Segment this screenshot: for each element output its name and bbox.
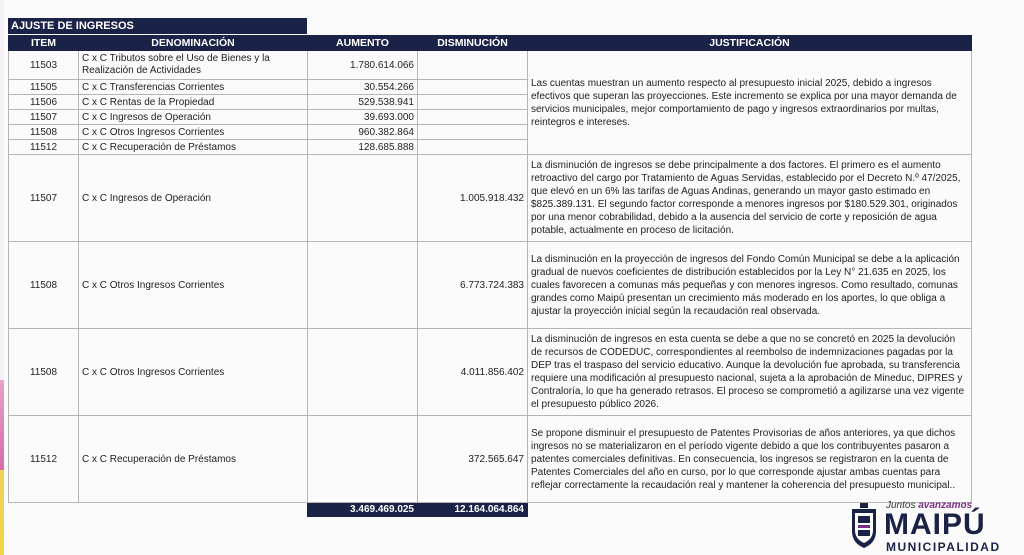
- disminucion-cell: 1.005.918.432: [418, 155, 528, 242]
- item-code: 11506: [9, 95, 79, 110]
- col-header-aumento: AUMENTO: [308, 36, 418, 51]
- item-code: 11512: [9, 416, 79, 503]
- aumento-cell: 960.382.864: [308, 125, 418, 140]
- table-row: [9, 242, 972, 329]
- denominacion-cell: C x C Rentas de la Propiedad: [79, 95, 308, 110]
- total-disminucion: 12.164.064.864: [418, 503, 528, 517]
- denominacion-cell: C x C Transferencias Corrientes: [79, 80, 308, 95]
- aumento-cell: [308, 329, 418, 416]
- denominacion-cell: C x C Recuperación de Préstamos: [79, 140, 308, 155]
- maipu-logo: [850, 499, 1020, 553]
- col-header-justificacion: JUSTIFICACIÓN: [528, 36, 972, 51]
- justification-cell: Las cuentas muestran un aumento respecto al presupuesto inicial 2025, debido a ingresos efectivos que superan las proyecciones. Este incremento se explica por una mayor demanda de servicios municipales, mejor comportamiento de pago y ingresos extraordinarios por multas, reintegros e intereses.: [528, 51, 972, 155]
- denominacion-cell: C x C Otros Ingresos Corrientes: [79, 329, 308, 416]
- disminucion-cell: [418, 125, 528, 140]
- aumento-cell: 128.685.888: [308, 140, 418, 155]
- table-row: [9, 329, 972, 416]
- item-code: 11505: [9, 80, 79, 95]
- income-adjustment-table: [8, 35, 972, 517]
- aumento-cell: 39.693.000: [308, 110, 418, 125]
- denominacion-cell: C x C Tributos sobre el Uso de Bienes y la Realización de Actividades: [79, 51, 308, 80]
- aumento-cell: 30.554.266: [308, 80, 418, 95]
- table-row: [9, 416, 972, 503]
- disminucion-cell: [418, 140, 528, 155]
- justification-cell: Se propone disminuir el presupuesto de Patentes Provisorias de años anteriores, ya que dichos ingresos no se materializaron en el período vigente debido a que los contribuyentes pasaron a patentes comerciales definitivas. En consecuencia, los ingresos se registraron en la cuenta de Patentes Comerciales del año en curso, por lo que corresponde ajustar ambas cuentas para reflejar correctamente la recaudación real y mantener la coherencia del presupuesto municipal..: [528, 416, 972, 503]
- disminucion-cell: 4.011.856.402: [418, 329, 528, 416]
- item-code: 11512: [9, 140, 79, 155]
- totals-row: [9, 503, 972, 517]
- col-header-item: ITEM: [9, 36, 79, 51]
- table-header-row: [9, 36, 972, 51]
- disminucion-cell: [418, 110, 528, 125]
- item-code: 11507: [9, 155, 79, 242]
- municipal-crest-icon: [850, 503, 878, 549]
- table-row: [9, 155, 972, 242]
- total-aumento: 3.469.469.025: [308, 503, 418, 517]
- disminucion-cell: [418, 80, 528, 95]
- disminucion-cell: [418, 51, 528, 80]
- disminucion-cell: [418, 95, 528, 110]
- aumento-cell: [308, 155, 418, 242]
- totals-blank: [9, 503, 79, 517]
- logo-subtitle: MUNICIPALIDAD: [886, 540, 1001, 554]
- item-code: 11508: [9, 242, 79, 329]
- denominacion-cell: C x C Ingresos de Operación: [79, 110, 308, 125]
- col-header-denominacion: DENOMINACIÓN: [79, 36, 308, 51]
- denominacion-cell: C x C Otros Ingresos Corrientes: [79, 125, 308, 140]
- aumento-cell: 1.780.614.066: [308, 51, 418, 80]
- disminucion-cell: 6.773.724.383: [418, 242, 528, 329]
- aumento-cell: [308, 242, 418, 329]
- justification-cell: La disminución de ingresos en esta cuenta se debe a que no se concretó en 2025 la devolución de recursos de CODEDUC, correspondientes al reembolso de indemnizaciones pagadas por la DEP tras el traspaso del servicio educativo. Aunque la devolución fue aprobada, su transferencia requiere una modificación al presupuesto nacional, sujeta a la aprobación de Mineduc, DIPRES y Contraloría, lo que ha generado retrasos. El proceso se comprometió a agilizarse una vez vigente el presupuesto público 2026.: [528, 329, 972, 416]
- section-title: AJUSTE DE INGRESOS: [8, 18, 307, 34]
- item-code: 11507: [9, 110, 79, 125]
- denominacion-cell: C x C Otros Ingresos Corrientes: [79, 242, 308, 329]
- item-code: 11508: [9, 329, 79, 416]
- denominacion-cell: C x C Recuperación de Préstamos: [79, 416, 308, 503]
- logo-tagline: Juntos avanzamos: [886, 500, 973, 511]
- col-header-disminucion: DISMINUCIÓN: [418, 36, 528, 51]
- table-row: [9, 51, 972, 80]
- item-code: 11508: [9, 125, 79, 140]
- aumento-cell: 529.538.941: [308, 95, 418, 110]
- disminucion-cell: 372.565.647: [418, 416, 528, 503]
- denominacion-cell: C x C Ingresos de Operación: [79, 155, 308, 242]
- justification-cell: La disminución en la proyección de ingresos del Fondo Común Municipal se debe a la aplicación gradual de nuevos coeficientes de distribución establecidos por la Ley N° 21.635 en 2025, los cuales favorecen a comunas más pequeñas y con menores ingresos. Como resultado, comunas grandes como Maipú presentan un crecimiento más moderado en los aportes, lo que obliga a ajustar la proyección inicial según la recaudación real observada.: [528, 242, 972, 329]
- aumento-cell: [308, 416, 418, 503]
- totals-blank: [79, 503, 308, 517]
- logo-name: MAIPÚ: [884, 508, 986, 541]
- item-code: 11503: [9, 51, 79, 80]
- justification-cell: La disminución de ingresos se debe principalmente a dos factores. El primero es el aumento retroactivo del cargo por Tratamiento de Aguas Servidas, establecido por el Decreto N.º 47/2025, que elevó en un 6% las tarifas de Aguas Andinas, generando un mayor gasto estimado en $825.389.131. El segundo factor corresponde a menores ingresos por $180.529.301, originados por una menor cobrabilidad, debido a la ausencia del servicio de corte y reposición de agua potable, actualmente en proceso de licitación.: [528, 155, 972, 242]
- left-accent-bar: [0, 0, 4, 555]
